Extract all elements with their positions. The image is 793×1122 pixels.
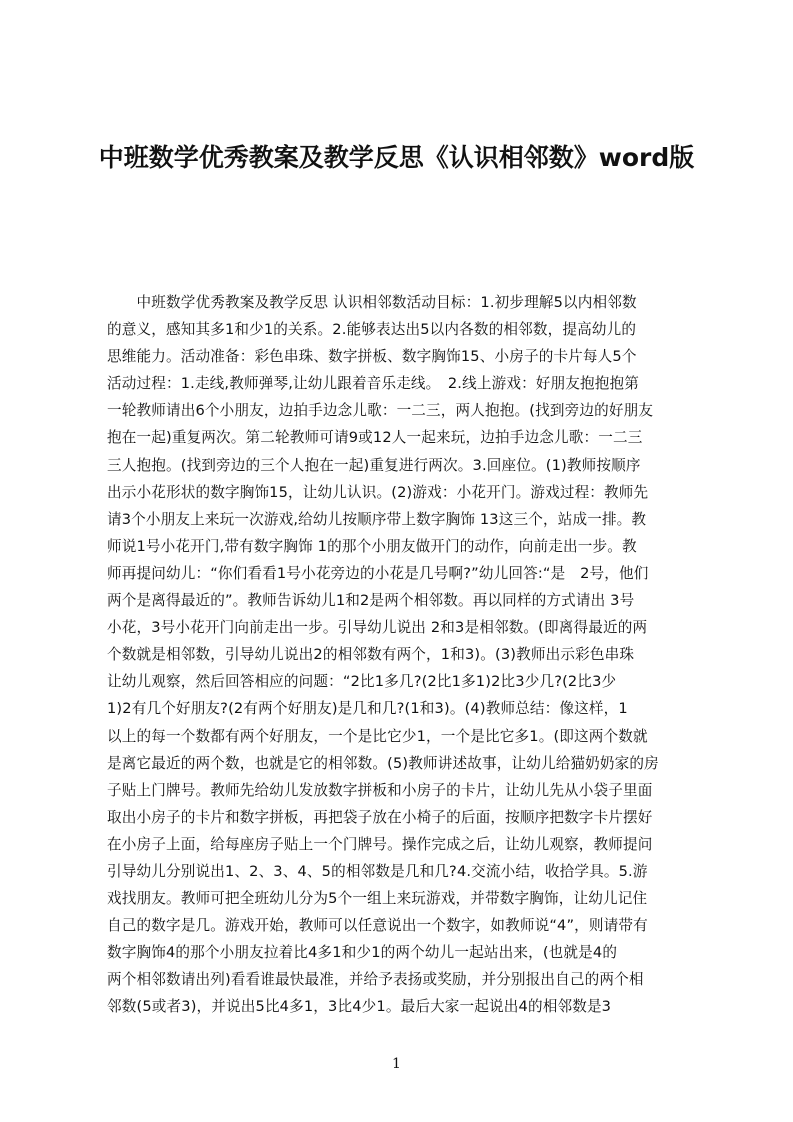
body-line: 子贴上门牌号。教师先给幼儿发放数字拼板和小房子的卡片，让幼儿先从小袋子里面 <box>107 781 653 799</box>
body-line: 两个是离得最近的”。教师告诉幼儿1和2是两个相邻数。再以同样的方式请出 3号 <box>107 592 635 610</box>
body-line: 1)2有几个好朋友?(2有两个好朋友)是几和几?(1和3)。(4)教师总结：像这样，1 <box>107 700 628 718</box>
body-line: 两个相邻数请出列)看看谁最快最准，并给予表扬或奖励，并分别报出自己的两个相 <box>107 971 644 989</box>
page-number: 1 <box>392 1056 401 1072</box>
body-line: 出示小花形状的数字胸饰15，让幼儿认识。(2)游戏：小花开门。游戏过程：教师先 <box>107 483 649 501</box>
body-line: 活动过程：1.走线,教师弹琴,让幼儿跟着音乐走线。 2.线上游戏：好朋友抱抱抱第 <box>107 375 640 393</box>
body-line: 让幼儿观察，然后回答相应的问题：“2比1多几?(2比1多1)2比3少几?(2比3少 <box>107 673 617 691</box>
body-line: 师再提问幼儿：“你们看看1号小花旁边的小花是几号啊?”幼儿回答:“是 2号，他们 <box>107 564 649 582</box>
body-line: 引导幼儿分别说出1、2、3、4、5的相邻数是几和几?4.交流小结，收拾学具。5.游 <box>107 862 648 880</box>
body-line: 思维能力。活动准备：彩色串珠、数字拼板、数字胸饰15、小房子的卡片每人5个 <box>107 348 637 366</box>
body-line: 戏找朋友。教师可把全班幼儿分为5个一组上来玩游戏，并带数字胸饰，让幼儿记住 <box>107 890 648 908</box>
body-line: 三人抱抱。(找到旁边的三个人抱在一起)重复进行两次。3.回座位。(1)教师按顺序 <box>107 456 641 474</box>
document-body <box>107 289 697 1021</box>
document-title: 中班数学优秀教案及教学反思《认识相邻数》word版 <box>98 143 695 172</box>
body-line: 以上的每一个数都有两个好朋友，一个是比它少1，一个是比它多1。(即这两个数就 <box>107 727 648 745</box>
body-line: 取出小房子的卡片和数字拼板，再把袋子放在小椅子的后面，按顺序把数字卡片摆好 <box>107 808 653 826</box>
body-line: 的意义，感知其多1和少1的关系。2.能够表达出5以内各数的相邻数，提高幼儿的 <box>107 321 637 339</box>
body-line: 在小房子上面，给每座房子贴上一个门牌号。操作完成之后，让幼儿观察，教师提问 <box>107 835 653 853</box>
body-line: 师说1号小花开门,带有数字胸饰 1的那个小朋友做开门的动作，向前走出一步。教 <box>107 537 637 555</box>
body-line: 中班数学优秀教案及教学反思 认识相邻数活动目标：1.初步理解5以内相邻数 <box>107 294 637 311</box>
body-line: 抱在一起)重复两次。第二轮教师可请9或12人一起来玩，边拍手边念儿歌：一二三 <box>107 429 643 447</box>
body-line: 邻数(5或者3)，并说出5比4多1，3比4少1。最后大家一起说出4的相邻数是3 <box>107 998 612 1016</box>
body-line: 小花，3号小花开门向前走出一步。引导幼儿说出 2和3是相邻数。(即离得最近的两 <box>107 619 648 637</box>
body-line: 自己的数字是几。游戏开始，教师可以任意说出一个数字，如教师说“4”，则请带有 <box>107 917 648 935</box>
body-line: 个数就是相邻数，引导幼儿说出2的相邻数有两个，1和3)。(3)教师出示彩色串珠 <box>107 646 635 664</box>
body-line: 一轮教师请出6个小朋友，边拍手边念儿歌：一二三，两人抱抱。(找到旁边的好朋友 <box>107 402 654 420</box>
body-line: 数字胸饰4的那个小朋友拉着比4多1和少1的两个幼儿一起站出来，(也就是4的 <box>107 944 618 962</box>
body-line: 是离它最近的两个数，也就是它的相邻数。(5)教师讲述故事，让幼儿给猫奶奶家的房 <box>107 754 659 772</box>
body-line: 请3个小朋友上来玩一次游戏,给幼儿按顺序带上数字胸饰 13这三个，站成一排。教 <box>107 510 647 528</box>
